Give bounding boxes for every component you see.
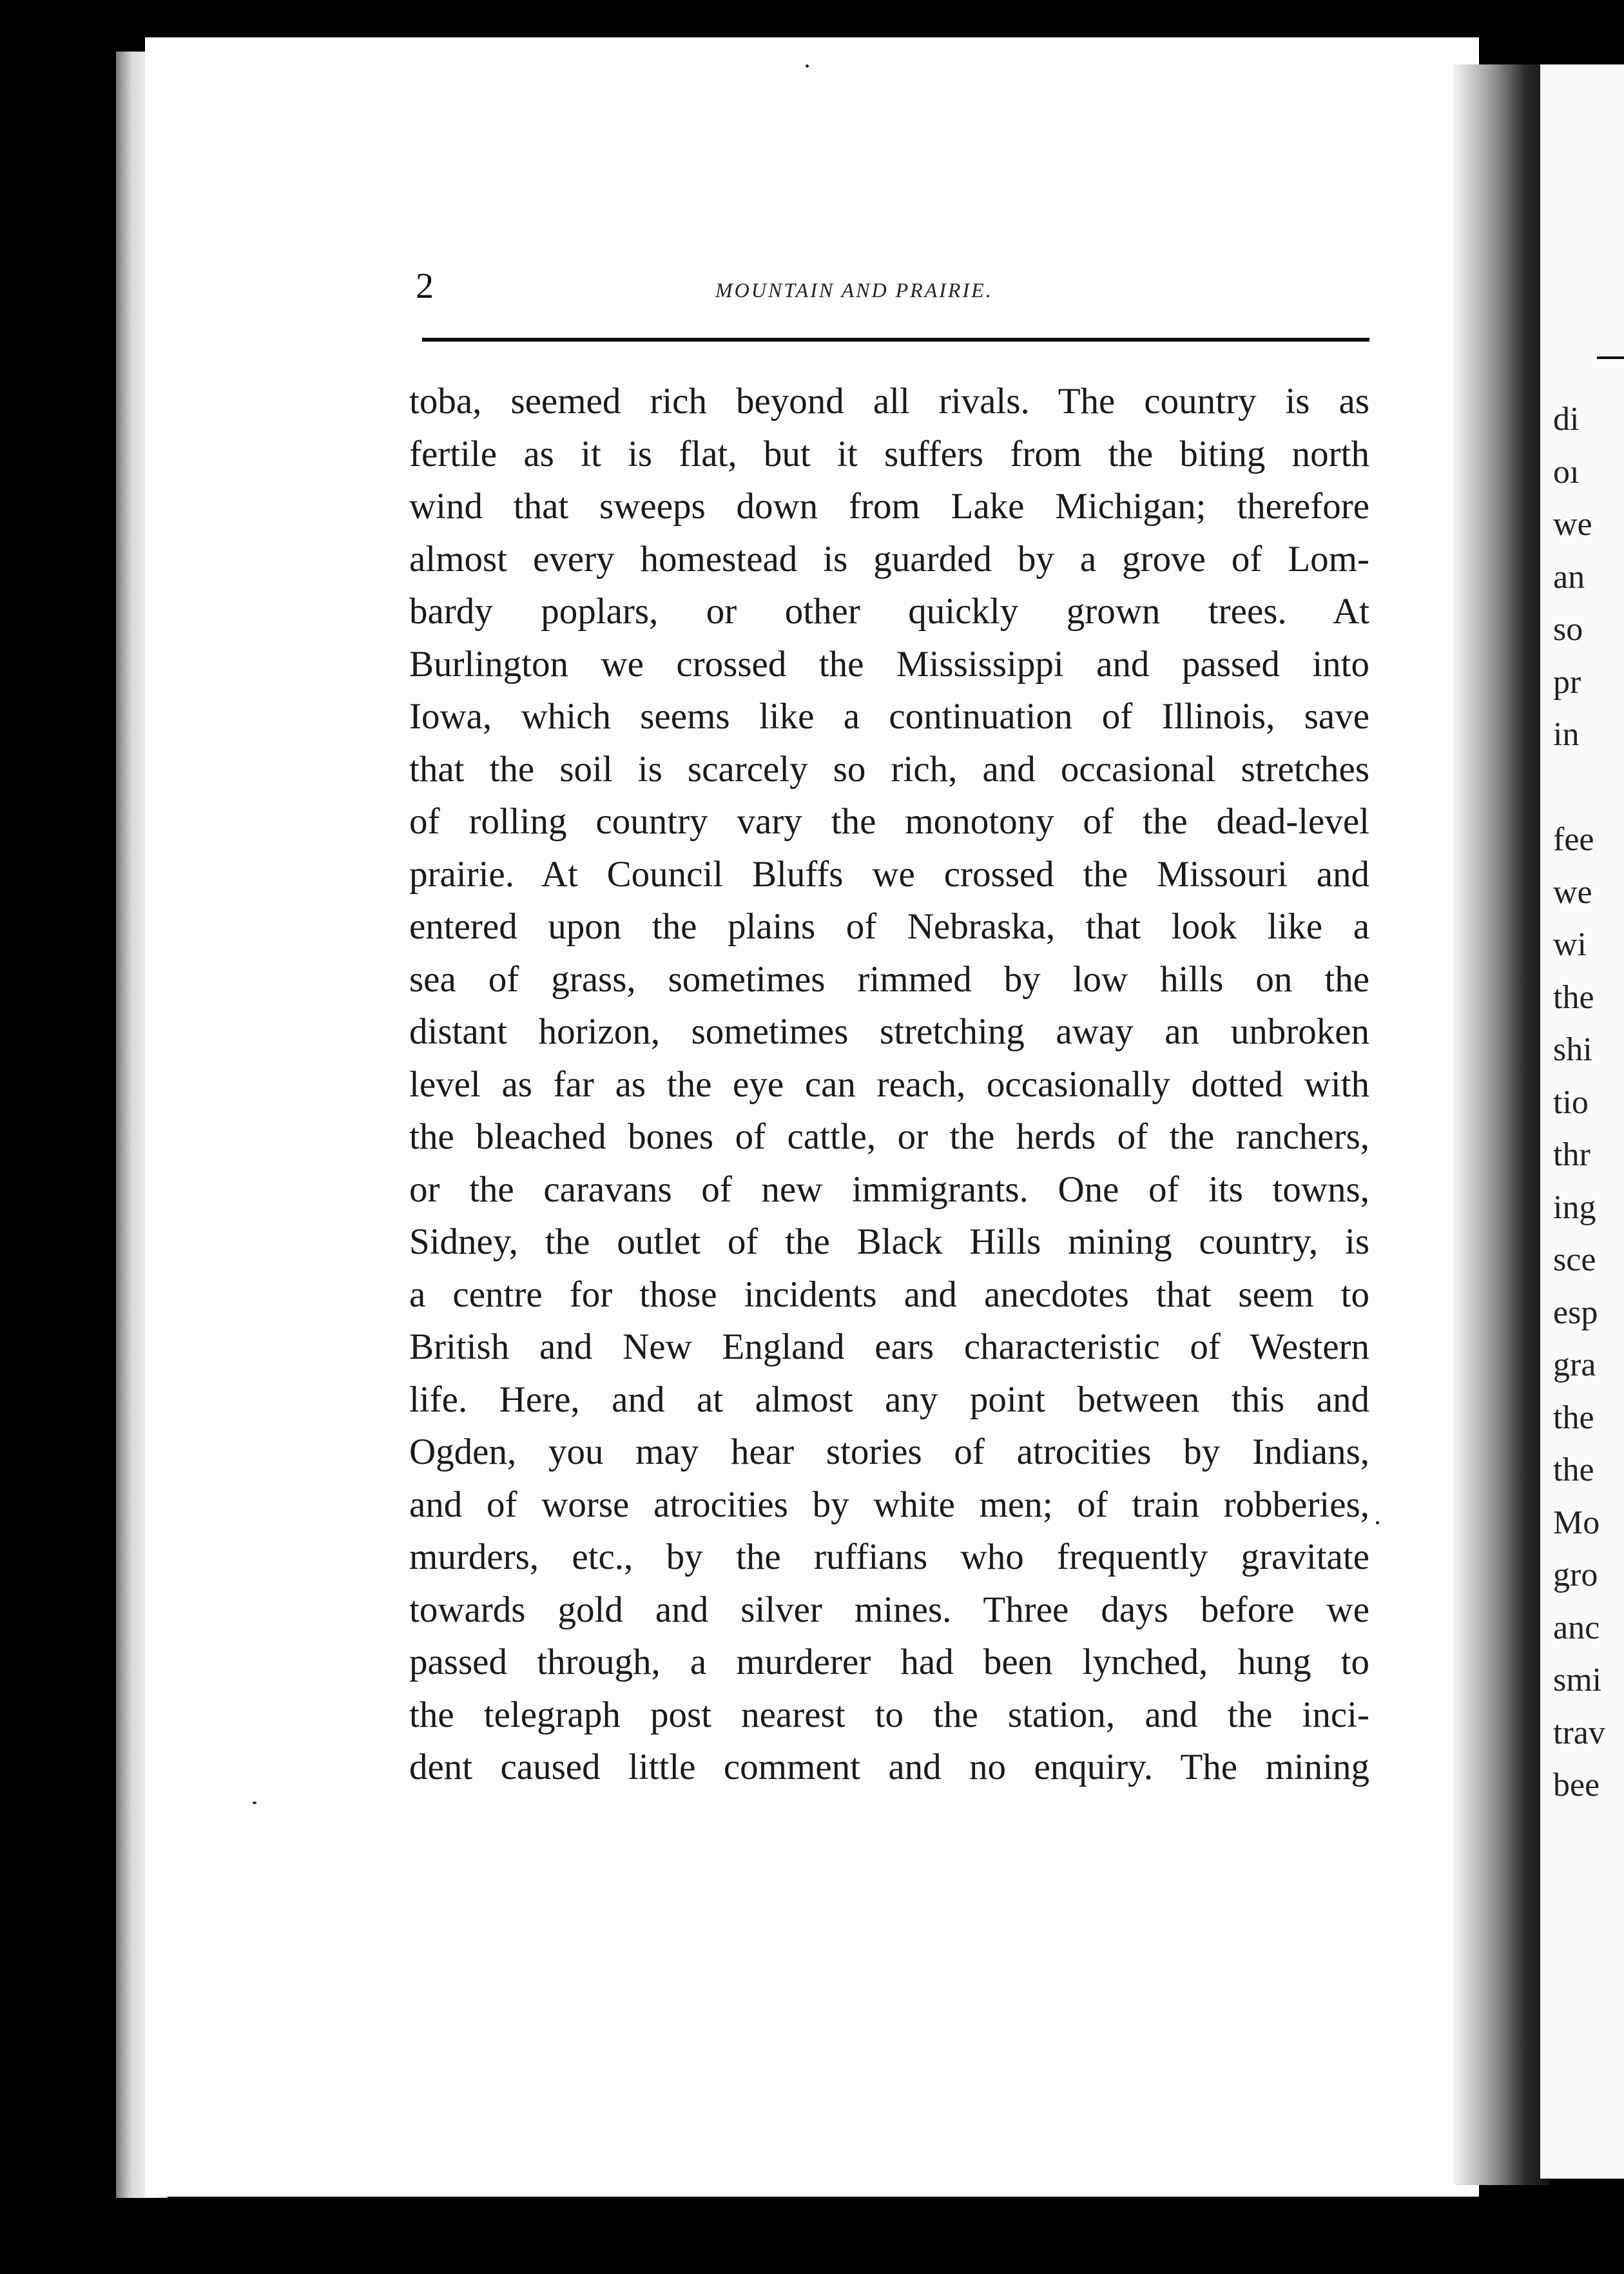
facing-line: trav (1553, 1714, 1605, 1751)
scan-speck (253, 1802, 256, 1804)
facing-line: thr (1553, 1136, 1590, 1173)
facing-line: ing (1553, 1189, 1596, 1226)
facing-line: oı (1553, 453, 1580, 491)
facing-line: pr (1553, 663, 1581, 701)
text-line: life. Here, and at almost any point between this and (409, 1379, 1369, 1420)
text-line: Ogden, you may hear stories of atrocities by Indians, (409, 1432, 1369, 1472)
text-line: passed through, a murderer had been lynched, hung to (409, 1642, 1369, 1682)
text-line: fertile as it is flat, but it suffers from the biting north (409, 433, 1369, 474)
text-line: a centre for those incidents and anecdotes that seem to (409, 1274, 1369, 1315)
text-line: that the soil is scarcely so rich, and occasional stretches (409, 748, 1369, 790)
facing-line: di (1553, 401, 1580, 438)
text-line: towards gold and silver mines. Three days before we (409, 1589, 1369, 1630)
facing-line: the (1553, 978, 1594, 1016)
gutter-shadow (1453, 64, 1550, 2185)
text-line: level as far as the eye can reach, occasionally dotted with (409, 1064, 1369, 1105)
text-line: bardy poplars, or other quickly grown trees. At (409, 591, 1369, 632)
text-line: wind that sweeps down from Lake Michigan; therefore (409, 486, 1369, 527)
text-line: the telegraph post nearest to the station, and the inci- (409, 1694, 1369, 1735)
text-line: Iowa, which seems like a continuation of Illinois, save (409, 696, 1369, 737)
scan-speck (1376, 1521, 1379, 1524)
text-line: murders, etc., by the ruffians who frequently gravitate (409, 1537, 1369, 1577)
text-line: distant horizon, sometimes stretching away an unbroken (409, 1011, 1369, 1052)
facing-line: we (1553, 506, 1592, 543)
text-line: almost every homestead is guarded by a grove of Lom- (409, 538, 1369, 579)
facing-line: sce (1553, 1241, 1596, 1278)
facing-line: in (1553, 716, 1580, 753)
page-number: 2 (416, 266, 434, 306)
body-text (409, 375, 1369, 1794)
scan-speck (806, 64, 809, 68)
text-line: of rolling country vary the monotony of the dead-level (409, 801, 1369, 842)
facing-line: so (1553, 611, 1583, 648)
running-title: MOUNTAIN AND PRAIRIE. (715, 278, 993, 302)
facing-line: esp (1553, 1294, 1598, 1331)
facing-line: the (1553, 1452, 1594, 1488)
facing-line: we (1553, 873, 1592, 911)
facing-line: gro (1553, 1557, 1598, 1593)
text-line: the bleached bones of cattle, or the herds of the ranchers, (409, 1116, 1369, 1157)
facing-line: wi (1553, 926, 1587, 963)
facing-line: the (1553, 1399, 1594, 1436)
text-line: sea of grass, sometimes rimmed by low hills on the (409, 958, 1369, 1000)
text-line: entered upon the plains of Nebraska, that look like a (409, 906, 1369, 947)
facing-line: anc (1553, 1609, 1600, 1646)
text-line: Burlington we crossed the Mississippi and passed into (409, 643, 1369, 685)
facing-page-rule (1597, 356, 1624, 359)
facing-line: gra (1553, 1346, 1596, 1383)
facing-line: Mo (1553, 1504, 1600, 1541)
facing-line: smi (1553, 1662, 1602, 1698)
facing-line (1553, 761, 1624, 814)
facing-page-text (1553, 393, 1624, 1812)
text-line: and of worse atrocities by white men; of train robberies, (409, 1484, 1369, 1525)
text-line: toba, seemed rich beyond all rivals. The country is as (409, 381, 1369, 422)
facing-line: an (1553, 558, 1585, 596)
text-line: dent caused little comment and no enquiry. The mining (409, 1747, 1369, 1787)
facing-line: shi (1553, 1031, 1592, 1068)
facing-line: fee (1553, 821, 1594, 858)
facing-line: tio (1553, 1084, 1589, 1121)
header-rule (422, 338, 1369, 342)
text-line: Sidney, the outlet of the Black Hills mining country, is (409, 1221, 1369, 1262)
text-line: British and New England ears characteristic of Western (409, 1326, 1369, 1367)
text-line: prairie. At Council Bluffs we crossed the Missouri and (409, 853, 1369, 895)
text-line: or the caravans of new immigrants. One of its towns, (409, 1169, 1369, 1210)
facing-line: bee (1553, 1767, 1600, 1803)
